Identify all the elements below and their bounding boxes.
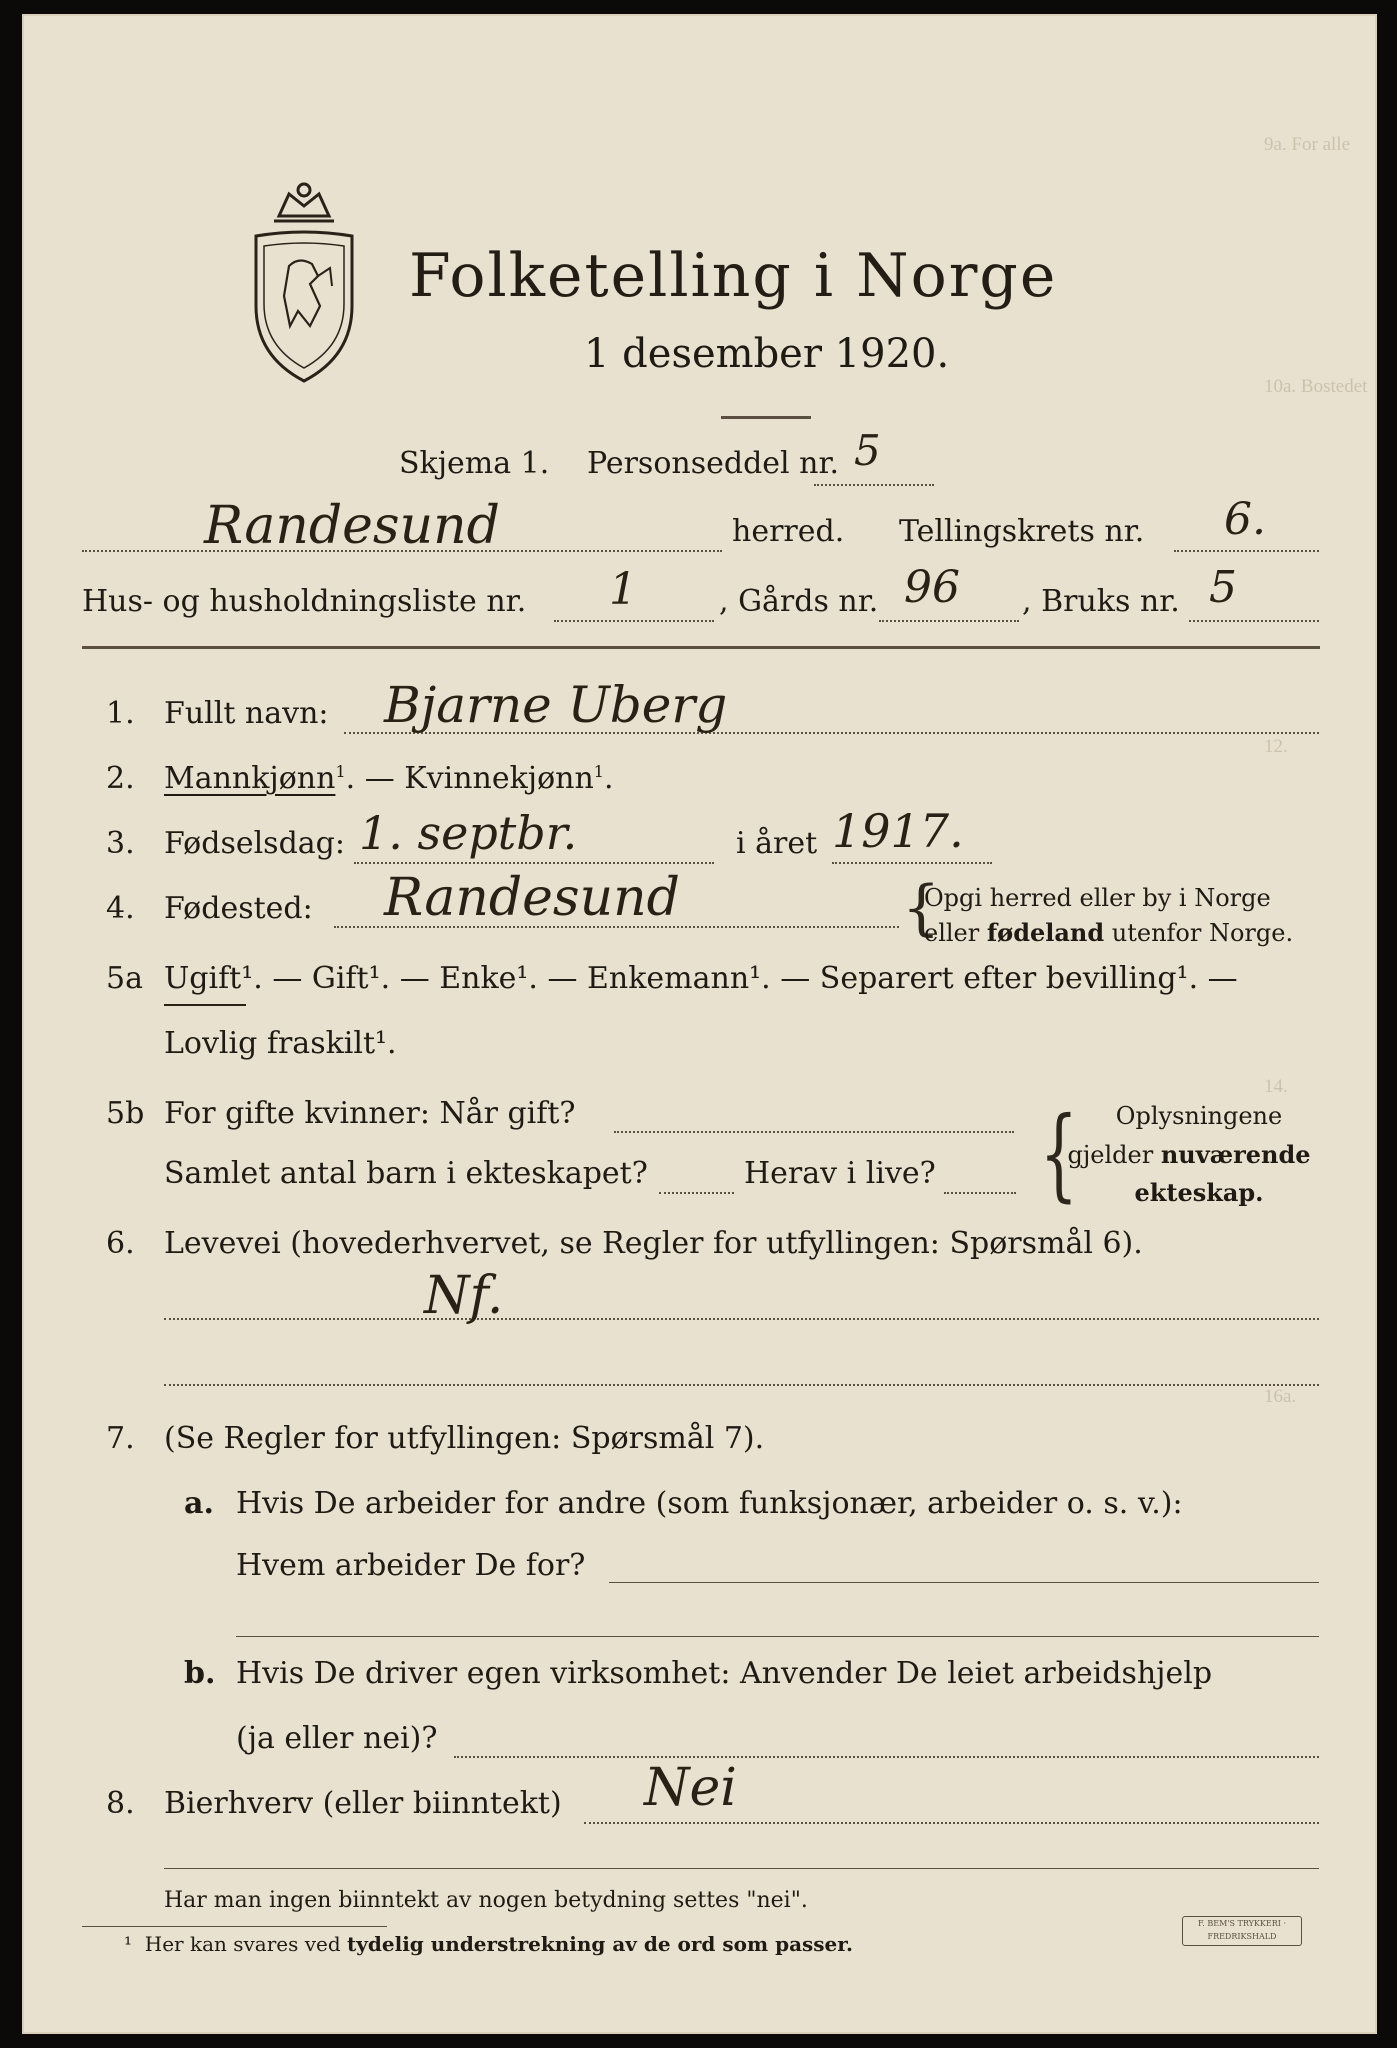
birthplace-note-line2: eller fødeland utenfor Norge. bbox=[924, 918, 1294, 947]
question-number: 3. bbox=[106, 826, 135, 861]
hired-help-label: (ja eller nei)? bbox=[236, 1721, 438, 1756]
employer-label: Hvem arbeider De for? bbox=[236, 1548, 586, 1583]
personseddel-line bbox=[814, 484, 934, 486]
census-form bbox=[22, 14, 1377, 2034]
gender-options: Mannkjønn$^1$. — Kvinnekjønn$^1$. bbox=[164, 761, 614, 796]
married-date-line bbox=[614, 1131, 1014, 1133]
header-separator bbox=[82, 646, 1320, 649]
reverse-show-through: 10a. Bostedet bbox=[1264, 376, 1368, 397]
hus-line bbox=[554, 620, 714, 622]
birthplace-note-line1: Opgi herred eller by i Norge bbox=[924, 884, 1271, 912]
note-brace: { bbox=[902, 873, 941, 943]
birthplace-value: Randesund bbox=[384, 868, 680, 928]
herred-value: Randesund bbox=[204, 496, 500, 556]
employer-line-2 bbox=[236, 1636, 1319, 1637]
birthplace-label: Fødested: bbox=[164, 891, 313, 926]
marital-status-divorced: Lovlig fraskilt¹. bbox=[164, 1026, 397, 1061]
birthyear-value: 1917. bbox=[832, 804, 964, 858]
bruks-value: 5 bbox=[1209, 562, 1237, 613]
self-employed-question: Hvis De driver egen virksomhet: Anvender De leiet arbeidshjelp bbox=[236, 1656, 1213, 1691]
gards-value: 96 bbox=[904, 562, 960, 613]
children-alive-label: Herav i live? bbox=[744, 1156, 936, 1191]
note-brace: { bbox=[1039, 1095, 1078, 1212]
tellingskrets-value: 6. bbox=[1224, 494, 1266, 545]
marriage-note-line3: ekteskap. bbox=[1134, 1178, 1264, 1207]
no-income-note: Har man ingen biinntekt av nogen betydning settes "nei". bbox=[164, 1888, 808, 1913]
hired-help-line bbox=[454, 1756, 1319, 1758]
children-alive-line bbox=[944, 1192, 1016, 1194]
birthyear-line bbox=[832, 862, 992, 864]
children-count-label: Samlet antal barn i ekteskapet? bbox=[164, 1156, 648, 1191]
subquestion-letter: a. bbox=[184, 1486, 214, 1521]
schema-label: Skjema 1. bbox=[399, 446, 550, 481]
marriage-note-line2: gjelder nuværende bbox=[1067, 1140, 1311, 1169]
occupation-line bbox=[164, 1318, 1319, 1320]
reverse-show-through: 14. bbox=[1264, 1076, 1288, 1097]
marriage-note-line1: Oplysningene bbox=[1115, 1102, 1283, 1130]
norway-coat-of-arms-icon bbox=[234, 176, 374, 386]
tellingskrets-line bbox=[1174, 550, 1319, 552]
employment-label: (Se Regler for utfyllingen: Spørsmål 7). bbox=[164, 1421, 765, 1456]
hus-value: 1 bbox=[609, 564, 637, 615]
children-count-line bbox=[659, 1192, 734, 1194]
birthdate-line bbox=[354, 862, 714, 864]
census-date: 1 desember 1920. bbox=[584, 331, 950, 377]
question-number: 7. bbox=[106, 1421, 135, 1456]
question-number: 8. bbox=[106, 1786, 135, 1821]
occupation-label: Levevei (hovederhvervet, se Regler for utfyllingen: Spørsmål 6). bbox=[164, 1226, 1143, 1261]
birthdate-value: 1. septbr. bbox=[359, 806, 578, 860]
employer-line bbox=[609, 1582, 1319, 1583]
occupation-line-2 bbox=[164, 1384, 1319, 1386]
reverse-show-through: 16a. bbox=[1264, 1386, 1297, 1407]
female-option: Kvinnekjønn bbox=[404, 761, 594, 796]
reverse-show-through: 12. bbox=[1264, 736, 1288, 757]
personseddel-label: Personseddel nr. bbox=[587, 446, 840, 481]
ugift-underline bbox=[164, 1004, 246, 1006]
bruks-label: , Bruks nr. bbox=[1022, 584, 1180, 619]
full-name-label: Fullt navn: bbox=[164, 696, 329, 731]
tellingskrets-label: Tellingskrets nr. bbox=[899, 514, 1145, 549]
question-number: 2. bbox=[106, 761, 135, 796]
question-number: 6. bbox=[106, 1226, 135, 1261]
question-number: 1. bbox=[106, 696, 135, 731]
bruks-line bbox=[1189, 620, 1319, 622]
question-number: 4. bbox=[106, 891, 135, 926]
occupation-value: Nf. bbox=[424, 1266, 504, 1326]
hus-label: Hus- og husholdningsliste nr. bbox=[82, 584, 527, 619]
herred-label: herred. bbox=[732, 514, 845, 549]
printer-stamp: F. BEM'S TRYKKERI · FREDRIKSHALD bbox=[1182, 1916, 1302, 1946]
secondary-income-line bbox=[584, 1822, 1319, 1824]
male-option: Mannkjønn bbox=[164, 761, 336, 796]
reverse-show-through: 9a. For alle bbox=[1264, 134, 1351, 155]
married-date-label: For gifte kvinner: Når gift? bbox=[164, 1096, 576, 1131]
birthdate-label: Fødselsdag: bbox=[164, 826, 345, 861]
personseddel-value: 5 bbox=[854, 426, 881, 475]
birthyear-label: i året bbox=[736, 826, 818, 861]
secondary-income-label: Bierhverv (eller biinntekt) bbox=[164, 1786, 562, 1821]
question-number: 5a bbox=[106, 961, 143, 996]
gards-label: , Gårds nr. bbox=[719, 584, 879, 619]
marital-status-options: Ugift¹. — Gift¹. — Enke¹. — Enkemann¹. — Separert efter bevilling¹. — bbox=[164, 961, 1238, 996]
gards-line bbox=[879, 620, 1019, 622]
subquestion-letter: b. bbox=[184, 1656, 216, 1691]
secondary-income-value: Nei bbox=[644, 1758, 737, 1818]
employer-question: Hvis De arbeider for andre (som funksjonær, arbeider o. s. v.): bbox=[236, 1486, 1183, 1521]
footnote: ¹ Her kan svares ved tydelig understrekning av de ord som passer. bbox=[124, 1932, 853, 1956]
title-divider bbox=[721, 416, 811, 419]
form-title: Folketelling i Norge bbox=[409, 241, 1058, 311]
full-name-value: Bjarne Uberg bbox=[384, 676, 728, 734]
question-number: 5b bbox=[106, 1096, 145, 1131]
secondary-income-line-2 bbox=[164, 1868, 1319, 1869]
footnote-rule bbox=[82, 1926, 387, 1927]
